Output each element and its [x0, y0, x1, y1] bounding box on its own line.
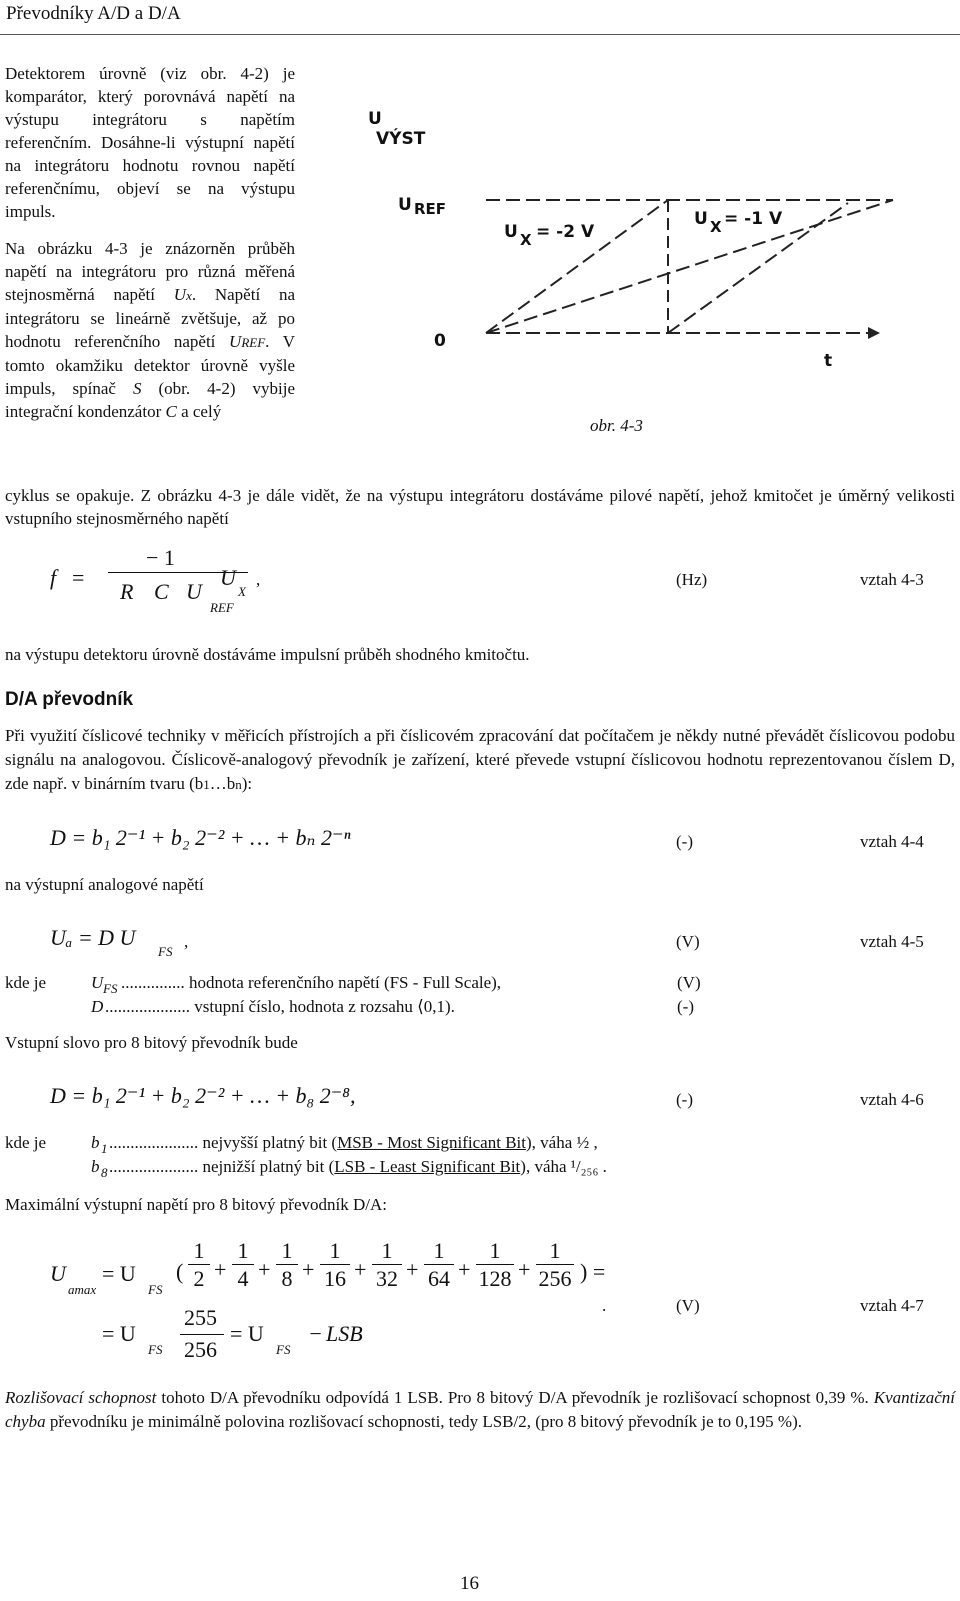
fraction-term: 1 8: [276, 1238, 298, 1302]
definitions-4-5: kde je U FS ............... hodnota referenčního napětí (FS - Full Scale), (V) D .................... vstupní číslo, hodnota z rozsahu ⟨0,1). (-): [5, 973, 701, 1016]
ux2-sub: X: [710, 218, 722, 236]
plus-sign: +: [518, 1257, 531, 1282]
plus-sign: +: [302, 1257, 315, 1282]
plus-sign: +: [354, 1257, 367, 1282]
ux1-label: U: [504, 222, 518, 242]
max-voltage-text: Maximální výstupní napětí pro 8 bitový převodník D/A:: [5, 1195, 387, 1214]
equation-4-6: D = b₁ 2⁻¹ + b₂ 2⁻² + … + b₈ 2⁻⁸, (-) vztah 4-6: [50, 1083, 924, 1109]
page-number: 16: [460, 1573, 479, 1594]
after-eq44-text: na výstupní analogové napětí: [5, 875, 204, 894]
fraction-row: [188, 1238, 608, 1308]
axis-label-t: t: [824, 351, 833, 371]
axis-label-vyst: VÝST: [376, 129, 426, 149]
uref-label: U: [398, 195, 412, 215]
final-paragraph: Rozlišovací schopnost tohoto D/A převodníku odpovídá 1 LSB. Pro 8 bitový D/A převodník je rozlišovací schopnost 0,39 %. Kvantizační chyba převodníku je minimálně polovina rozlišovací schopnosti, tedy LSB/2, (pro 8 bitový převodník je to 0,195 %).: [5, 1388, 955, 1431]
equation-4-3: f = − 1 R C U REF U X , (Hz) vztah 4-3: [50, 545, 924, 615]
fraction-term: 1 16: [320, 1238, 350, 1302]
fraction-term: 1 32: [372, 1238, 402, 1302]
ux1-value: = -2 V: [536, 222, 595, 242]
equation-4-5: Uₐ = D U FS , (V) vztah 4-5: [50, 925, 924, 959]
fraction-term: 1 2: [188, 1238, 210, 1302]
fraction-term: 1 256: [536, 1238, 574, 1302]
eq43-unit: (Hz): [676, 570, 708, 589]
da-paragraph: Při využití číslicové techniky v měřicích přístrojích a při číslicovém zpracování dat počítačem je někdy nutné převádět číslicovou podobu signálu na analogovou. Číslicově-analogový převodník je zařízení, které převede vstupní číslicovou hodnotu reprezentovanou číslem D, zde např. v binárním tvaru (b1…bn):: [5, 726, 955, 793]
continuation-paragraph: cyklus se opakuje. Z obrázku 4-3 je dále vidět, že na výstupu integrátoru dostáváme pilové napětí, jehož kmitočet je úměrný velikosti vstupního stejnosměrného napětí: [5, 486, 955, 528]
plus-sign: +: [258, 1257, 271, 1282]
figure-4-3: [368, 100, 928, 430]
definitions-4-6: kde je b 1 ..................... nejvyšší platný bit (MSB - Most Significant Bit), váha ½ , b 8 ..................... nejnižší platný bit (LSB - Least Significant Bit), váha ¹/₂₅₆ .: [5, 1133, 607, 1180]
section-title: D/A převodník: [5, 689, 134, 710]
plus-sign: +: [214, 1257, 227, 1282]
ux1-sub: X: [520, 231, 532, 249]
equation-4-4: D = b₁ 2⁻¹ + b₂ 2⁻² + … + bₙ 2⁻ⁿ (-) vztah 4-4: [50, 825, 924, 851]
axis-label-u: U: [368, 109, 382, 129]
fraction-term: 1 128: [476, 1238, 514, 1302]
intro-paragraph-2: Na obrázku 4-3 je znázorněn průběh napětí na integrátoru pro různá měřená stejnosměrná napětí Ux. Napětí na integrátoru se lineárně zvětšuje, až po hodnotu referenčního napětí UREF. V tomto okamžiku detektor úrovně vyšle impuls, spínač S (obr. 4-2) vybije integrační kondenzátor C a celý: [5, 239, 295, 421]
uref-sub: REF: [414, 200, 447, 218]
intro-column: [5, 62, 295, 437]
plus-sign: +: [406, 1257, 419, 1282]
origin-label: 0: [434, 331, 446, 351]
intro-paragraph-1: Detektorem úrovně (viz obr. 4-2) je komparátor, který porovnává napětí na výstupu integrátoru s napětím referenčním. Dosáhne-li výstupní napětí na integrátoru hodnotu rovnou napětí referenčnímu, objeví se na výstupu impuls.: [5, 64, 295, 221]
ux2-value: = -1 V: [724, 209, 783, 229]
plus-sign: +: [458, 1257, 471, 1282]
fraction-term: 1 64: [424, 1238, 454, 1302]
eq43-ref: vztah 4-3: [860, 570, 924, 589]
fraction-term: 1 4: [232, 1238, 254, 1302]
after-eq43-text: na výstupu detektoru úrovně dostáváme impulsní průběh shodného kmitočtu.: [5, 645, 530, 664]
input-word-text: Vstupní slovo pro 8 bitový převodník bude: [5, 1033, 298, 1052]
ux2-label: U: [694, 209, 708, 229]
equation-4-7: U amax = U FS ( 1 2 + 1 4 + 1 8 + 1 16 + 1 32 + 1 64 + 1 128 + 1 256 ) = = U FS 255 256 = U FS − LSB . (V) vztah 4-7: [50, 1238, 924, 1362]
header-divider: [0, 34, 960, 35]
page-header-title: Převodníky A/D a D/A: [6, 3, 181, 24]
figure-caption: obr. 4-3: [590, 416, 643, 435]
integrator-voltage-diagram: [368, 100, 928, 430]
